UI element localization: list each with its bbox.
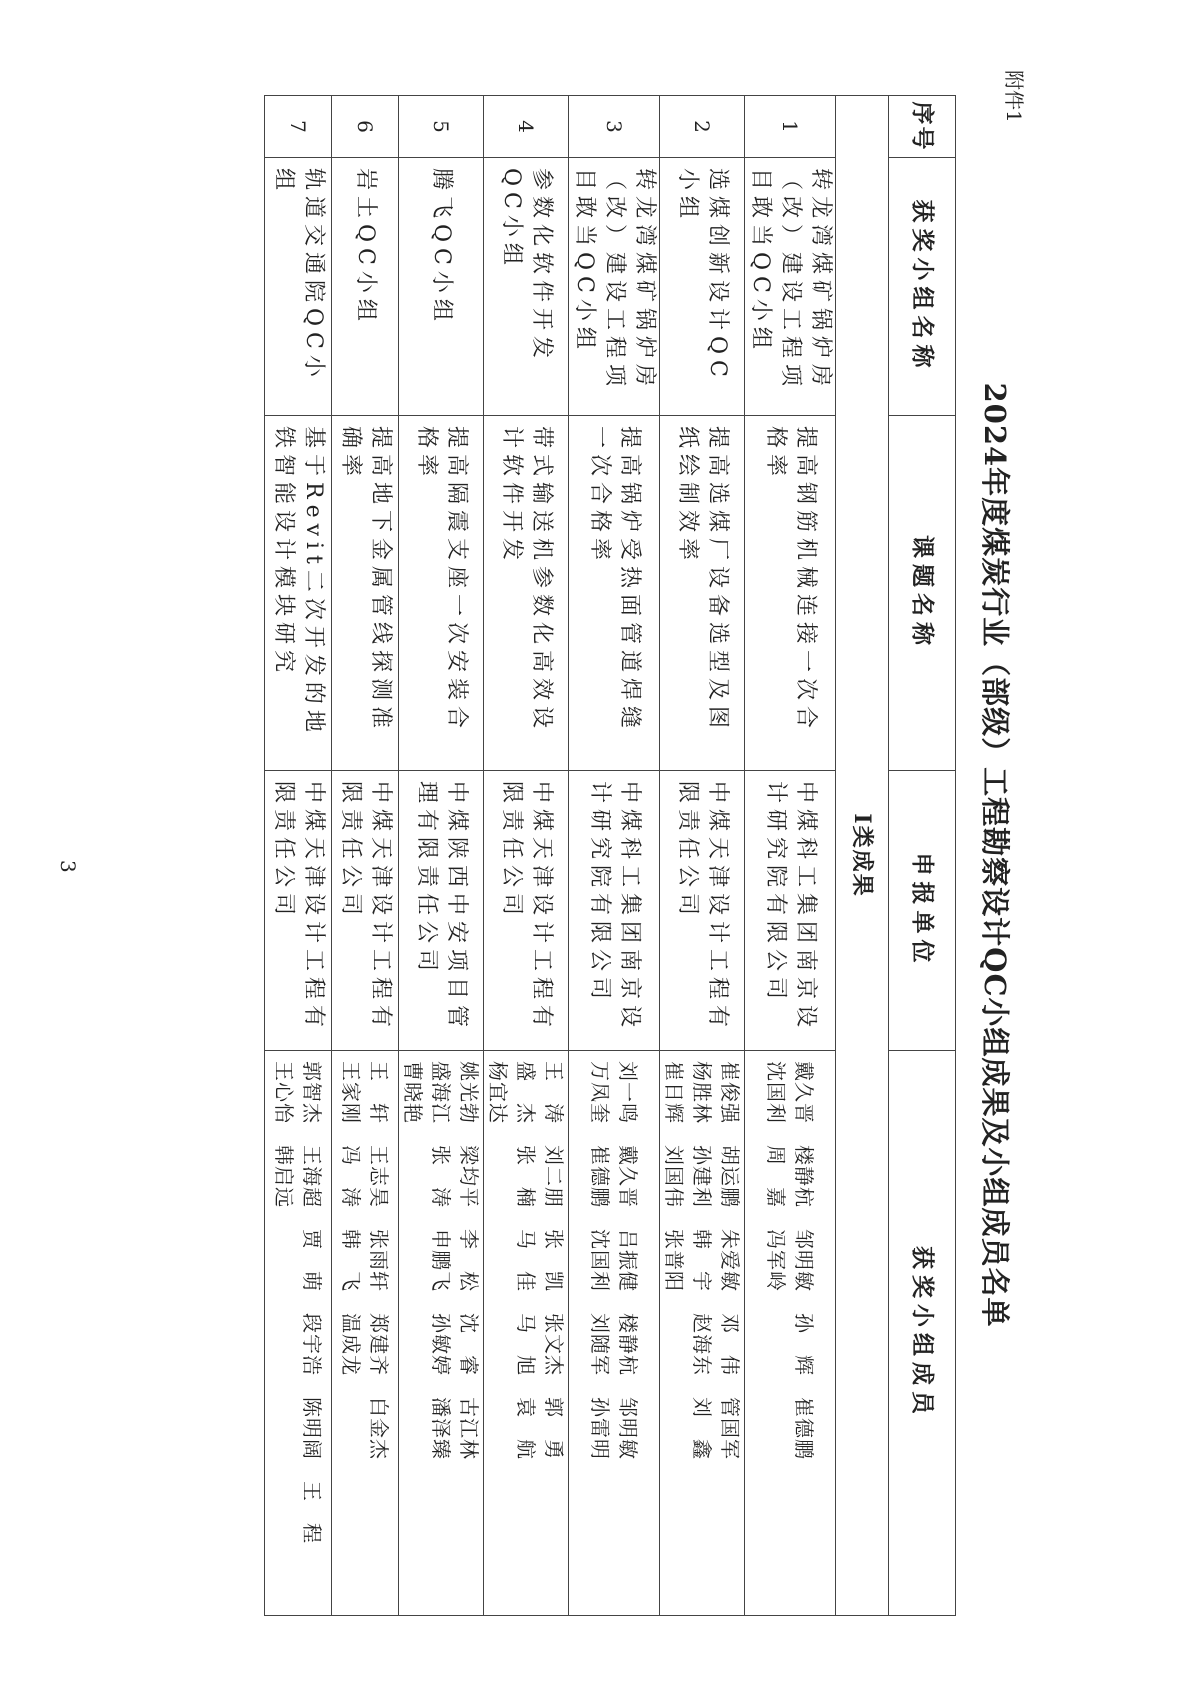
unit-name: 中煤天津设计工程有限责任公司 [484,771,569,1051]
category-label: I类成果 [836,96,889,1616]
document-title: 2024年度煤炭行业（部级）工程勘察设计QC小组成果及小组成员名单 [978,382,1012,1328]
table-row [332,96,399,1616]
row-number: 6 [332,96,399,158]
row-number: 5 [399,96,484,158]
table-row [265,96,332,1616]
row-number: 4 [484,96,569,158]
document-sheet [100,95,1030,1615]
page-number: 3 [56,860,80,873]
col-header-members: 获奖小组成员 [889,1051,956,1616]
table-row [745,96,836,1616]
table-row [484,96,569,1616]
table-row [569,96,660,1616]
topic-name: 提高隔震支座一次安装合格率 [399,416,484,771]
unit-name: 中煤陕西中安项目管理有限责任公司 [399,771,484,1051]
member-list: 王 涛 刘二朋 张 凯 张文杰 郭 勇 盛 杰 张 楠 马 佳 马 旭 袁 航 杨宜达 [484,1051,569,1616]
row-number: 2 [660,96,745,158]
unit-name: 中煤天津设计工程有限责任公司 [332,771,399,1051]
table-row [660,96,745,1616]
group-name: 转龙湾煤矿锅炉房（改）建设工程项目敢当QC小组 [569,158,660,416]
topic-name: 提高钢筋机械连接一次合格率 [745,416,836,771]
row-number: 7 [265,96,332,158]
category-row [836,96,889,1616]
topic-name: 基于Revit二次开发的地铁智能设计模块研究 [265,416,332,771]
col-header-unit: 申报单位 [889,771,956,1051]
topic-name: 提高锅炉受热面管道焊缝一次合格率 [569,416,660,771]
member-list: 崔俊强 胡运鹏 朱爱敏 邓 伟 管国军 杨胜林 孙建利 韩 宇 赵海东 刘 鑫 崔日辉 刘国伟 张普阳 [660,1051,745,1616]
unit-name: 中煤科工集团南京设计研究院有限公司 [745,771,836,1051]
topic-name: 提高选煤厂设备选型及图纸绘制效率 [660,416,745,771]
group-name: 参数化软件开发QC小组 [484,158,569,416]
awards-table [264,95,956,1616]
group-name: 转龙湾煤矿锅炉房（改）建设工程项目敢当QC小组 [745,158,836,416]
member-list: 姚光勃 梁均平 李 松 沈 睿 古江林 盛海江 张 涛 申鹏飞 孙敏婷 潘泽臻 曹晓艳 [399,1051,484,1616]
table-header-row [889,96,956,1616]
member-list: 郭智杰 王海超 贾 萌 段宇浩 陈明阔 王 程 王心怡 韩启远 [265,1051,332,1616]
topic-name: 提高地下金属管线探测准确率 [332,416,399,771]
member-list: 王 轩 王志昊 张雨轩 郑建齐 白金杰 王家刚 冯 涛 韩 飞 温成龙 [332,1051,399,1616]
col-header-no: 序号 [889,96,956,158]
group-name: 选煤创新设计QC小组 [660,158,745,416]
group-name: 轨道交通院QC小组 [265,158,332,416]
group-name: 岩土QC小组 [332,158,399,416]
unit-name: 中煤天津设计工程有限责任公司 [660,771,745,1051]
row-number: 1 [745,96,836,158]
topic-name: 带式输送机参数化高效设计软件开发 [484,416,569,771]
unit-name: 中煤天津设计工程有限责任公司 [265,771,332,1051]
member-list: 刘一鸣 戴久晋 吕振健 楼静杭 邹明敏 万凤奎 崔德鹏 沈国利 刘随军 孙雷明 [569,1051,660,1616]
unit-name: 中煤科工集团南京设计研究院有限公司 [569,771,660,1051]
col-header-group: 获奖小组名称 [889,158,956,416]
member-list: 戴久晋 楼静杭 邹明敏 孙 辉 崔德鹏 沈国利 周 嘉 冯军岭 [745,1051,836,1616]
row-number: 3 [569,96,660,158]
attachment-label: 附件1 [1002,70,1026,123]
table-row [399,96,484,1616]
col-header-topic: 课题名称 [889,416,956,771]
group-name: 腾飞QC小组 [399,158,484,416]
